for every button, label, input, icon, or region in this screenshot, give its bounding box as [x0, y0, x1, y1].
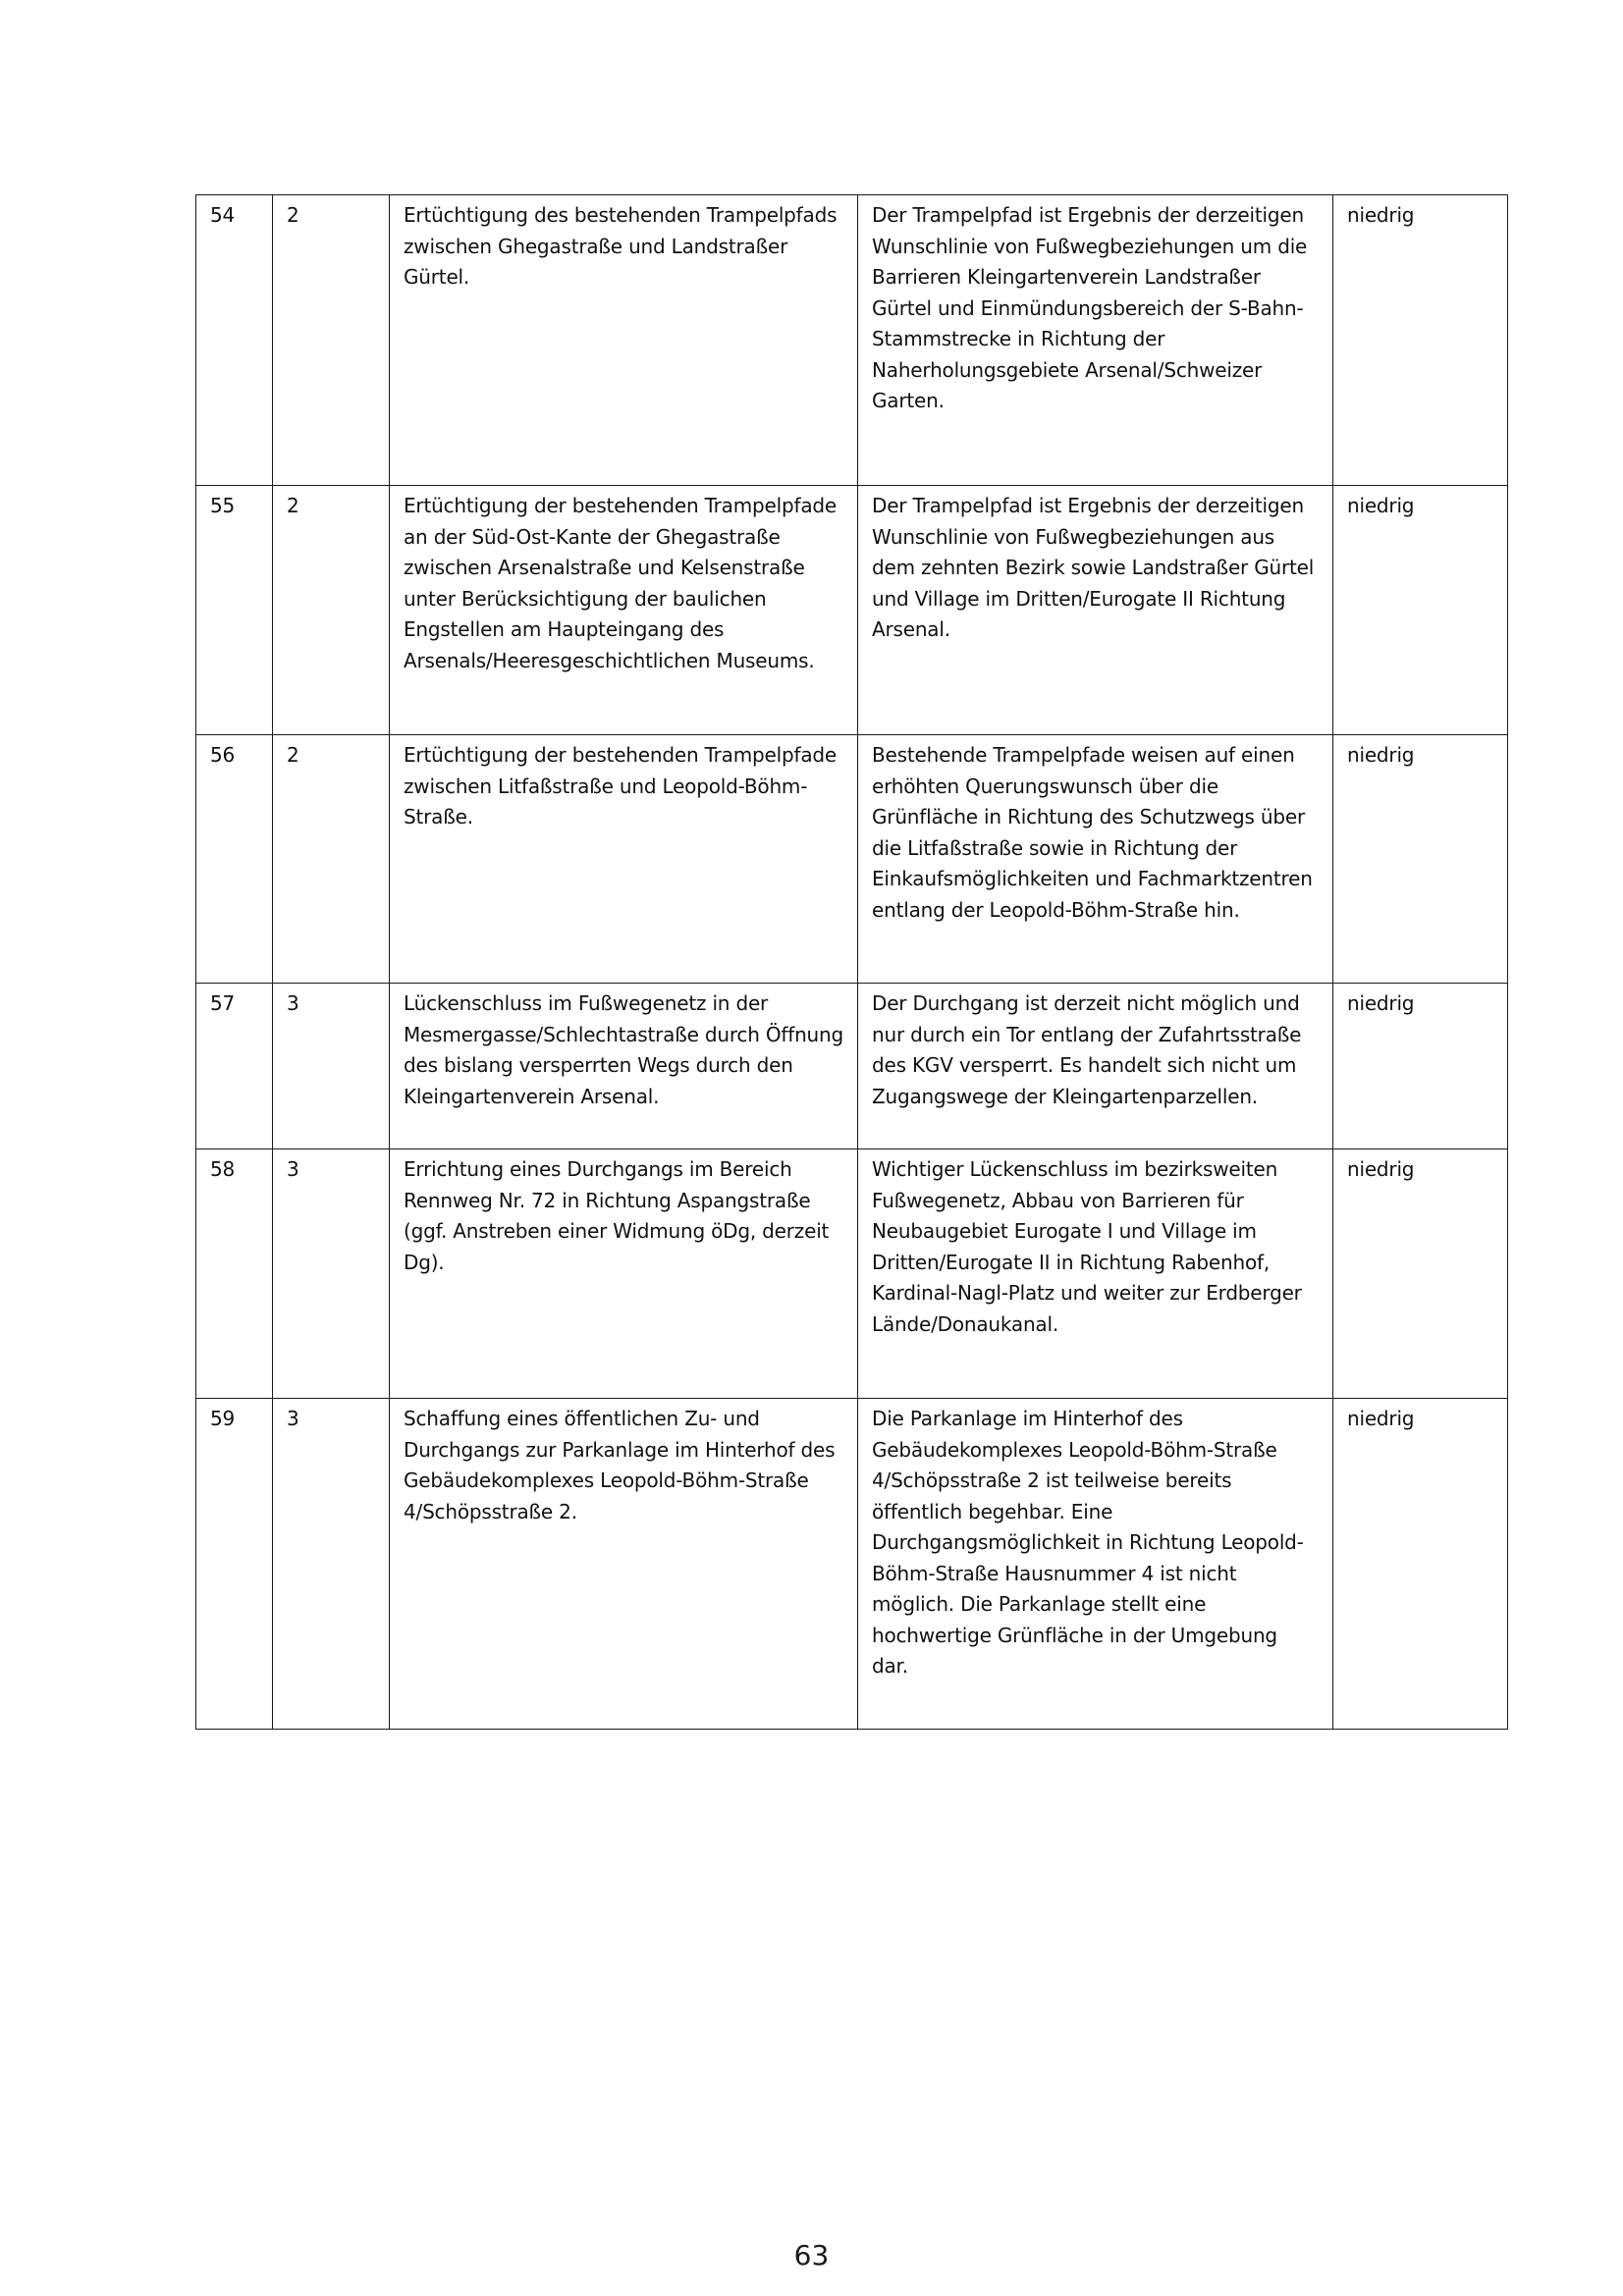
table-row — [196, 735, 1508, 984]
row-reason: Bestehende Trampelpfade weisen auf einen erhöhten Querungswunsch über die Grünfläche in Richtung des Schutzwegs über die Litfaßstraße sowie in Richtung der Einkaufsmöglichkeiten und Fachmarktzentren entlang der Leopold-Böhm-Straße hin. — [858, 735, 1333, 984]
row-number: 58 — [196, 1149, 273, 1399]
table-row — [196, 486, 1508, 735]
row-urgency: niedrig — [1333, 1399, 1508, 1730]
row-urgency: niedrig — [1333, 984, 1508, 1149]
row-number: 57 — [196, 984, 273, 1149]
row-priority: 2 — [273, 195, 390, 486]
row-number: 59 — [196, 1399, 273, 1730]
row-urgency: niedrig — [1333, 1149, 1508, 1399]
row-reason: Der Trampelpfad ist Ergebnis der derzeitigen Wunschlinie von Fußwegbeziehungen aus dem zehnten Bezirk sowie Landstraßer Gürtel und Village im Dritten/Eurogate II Richtung Arsenal. — [858, 486, 1333, 735]
row-measure: Ertüchtigung des bestehenden Trampelpfads zwischen Ghegastraße und Landstraßer Gürtel. — [390, 195, 858, 486]
row-measure: Lückenschluss im Fußwegenetz in der Mesmergasse/Schlechtastraße durch Öffnung des bislang versperrten Wegs durch den Kleingartenverein Arsenal. — [390, 984, 858, 1149]
row-reason: Der Trampelpfad ist Ergebnis der derzeitigen Wunschlinie von Fußwegbeziehungen um die Barrieren Kleingartenverein Landstraßer Gürtel und Einmündungsbereich der S-Bahn-Stammstrecke in Richtung der Naherholungsgebiete Arsenal/Schweizer Garten. — [858, 195, 1333, 486]
row-urgency: niedrig — [1333, 486, 1508, 735]
row-measure: Ertüchtigung der bestehenden Trampelpfade zwischen Litfaßstraße und Leopold-Böhm-Straße. — [390, 735, 858, 984]
row-number: 56 — [196, 735, 273, 984]
row-priority: 2 — [273, 486, 390, 735]
row-reason: Die Parkanlage im Hinterhof des Gebäudekomplexes Leopold-Böhm-Straße 4/Schöpsstraße 2 ist teilweise bereits öffentlich begehbar. Eine Durchgangsmöglichkeit in Richtung Leopold-Böhm-Straße Hausnummer 4 ist nicht möglich. Die Parkanlage stellt eine hochwertige Grünfläche in der Umgebung dar. — [858, 1399, 1333, 1730]
row-number: 55 — [196, 486, 273, 735]
table-row — [196, 1149, 1508, 1399]
row-urgency: niedrig — [1333, 735, 1508, 984]
row-measure: Ertüchtigung der bestehenden Trampelpfade an der Süd-Ost-Kante der Ghegastraße zwischen Arsenalstraße und Kelsenstraße unter Berücksichtigung der baulichen Engstellen am Haupteingang des Arsenals/Heeresgeschichtlichen Museums. — [390, 486, 858, 735]
row-priority: 3 — [273, 984, 390, 1149]
row-reason: Wichtiger Lückenschluss im bezirksweiten Fußwegenetz, Abbau von Barrieren für Neubaugebiet Eurogate I und Village im Dritten/Eurogate II in Richtung Rabenhof, Kardinal-Nagl-Platz und weiter zur Erdberger Lände/Donaukanal. — [858, 1149, 1333, 1399]
row-number: 54 — [196, 195, 273, 486]
row-measure: Schaffung eines öffentlichen Zu- und Durchgangs zur Parkanlage im Hinterhof des Gebäudekomplexes Leopold-Böhm-Straße 4/Schöpsstraße 2. — [390, 1399, 858, 1730]
table-row — [196, 1399, 1508, 1730]
page-number: 63 — [793, 2239, 830, 2271]
row-priority: 3 — [273, 1399, 390, 1730]
row-priority: 3 — [273, 1149, 390, 1399]
measures-table — [195, 194, 1508, 1730]
row-measure: Errichtung eines Durchgangs im Bereich Rennweg Nr. 72 in Richtung Aspangstraße (ggf. Anstreben einer Widmung öDg, derzeit Dg). — [390, 1149, 858, 1399]
row-urgency: niedrig — [1333, 195, 1508, 486]
row-reason: Der Durchgang ist derzeit nicht möglich und nur durch ein Tor entlang der Zufahrtsstraße des KGV versperrt. Es handelt sich nicht um Zugangswege der Kleingartenparzellen. — [858, 984, 1333, 1149]
row-priority: 2 — [273, 735, 390, 984]
table-row — [196, 195, 1508, 486]
table-row — [196, 984, 1508, 1149]
